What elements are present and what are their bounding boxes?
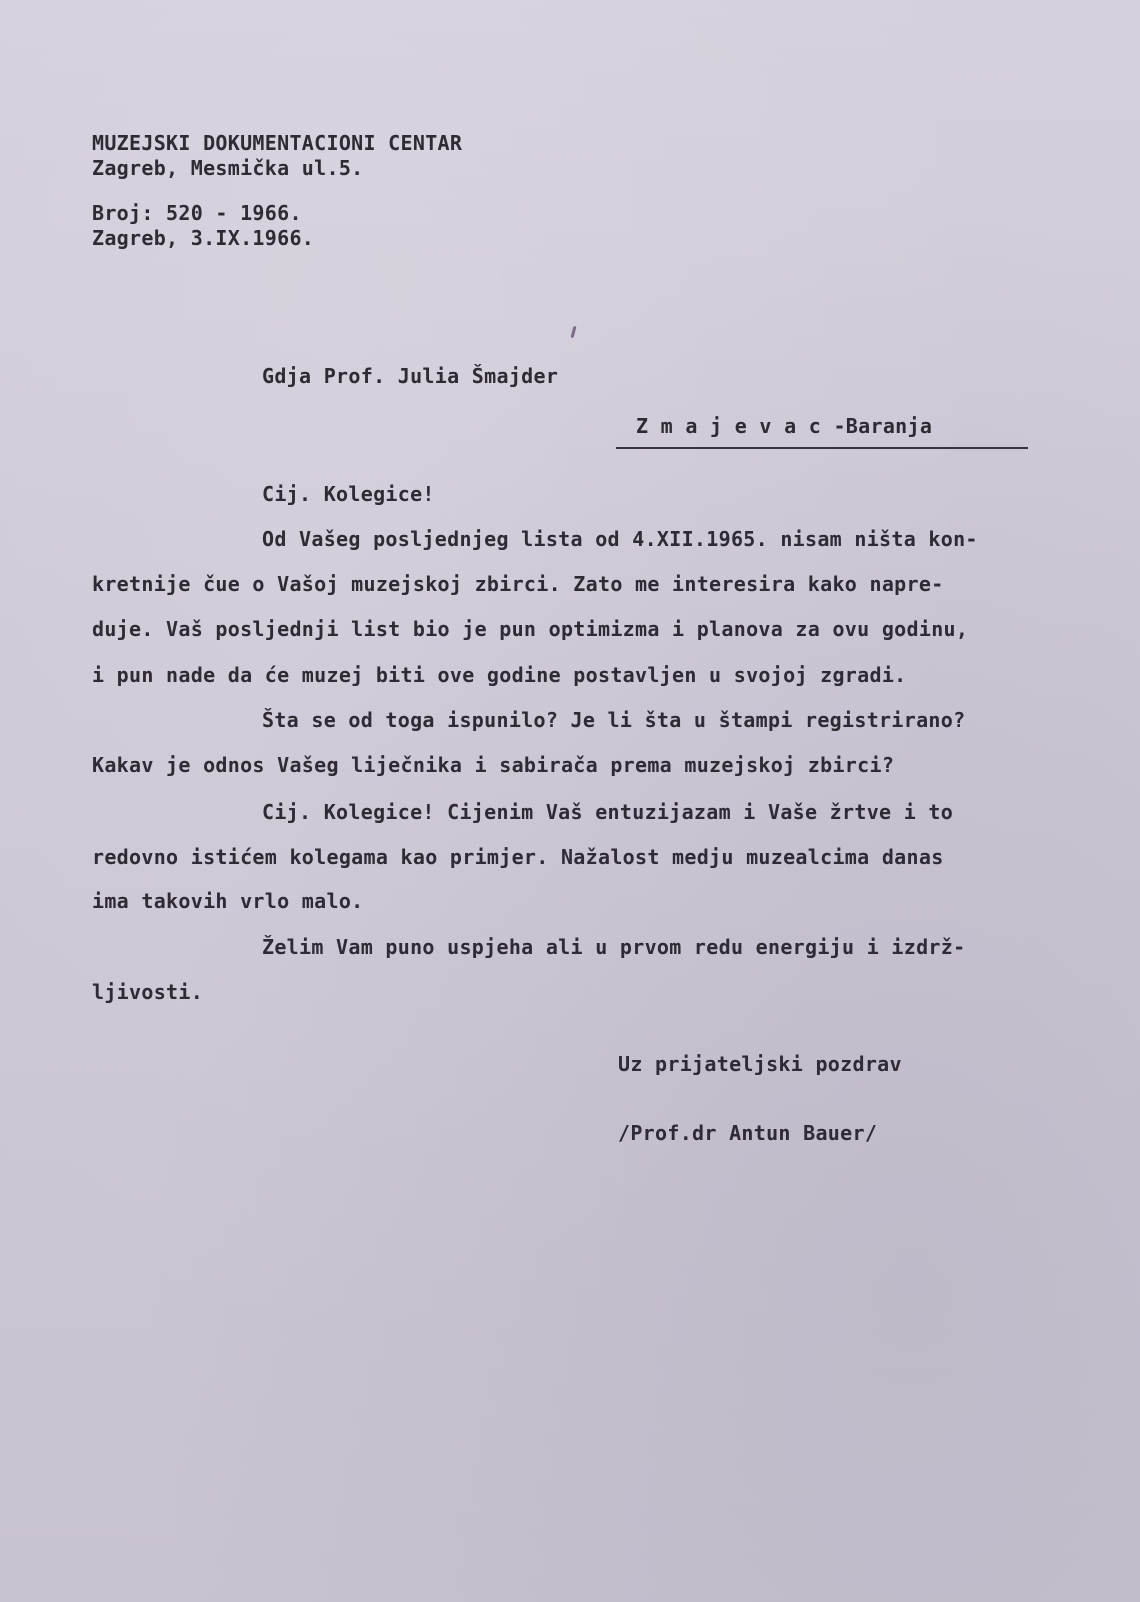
body-line: Cij. Kolegice! Cijenim Vaš entuzijazam i Vaše žrtve i to [262, 800, 954, 824]
body-line: Šta se od toga ispunilo? Je li šta u štampi registrirano? [262, 708, 966, 732]
signature: /Prof.dr Antun Bauer/ [618, 1121, 878, 1145]
body-line: kretnije čue o Vašoj muzejskoj zbirci. Zato me interesira kako napre- [92, 572, 944, 596]
body-line: Od Vašeg posljednjeg lista od 4.XII.1965. nisam ništa kon- [262, 527, 978, 551]
closing-greeting: Uz prijateljski pozdrav [618, 1052, 902, 1076]
body-line: Kakav je odnos Vašeg liječnika i sabirača prema muzejskoj zbirci? [92, 753, 895, 777]
salutation: Cij. Kolegice! [262, 482, 435, 506]
body-line: ima takovih vrlo malo. [92, 889, 364, 913]
recipient-name: Gdja Prof. Julia Šmajder [262, 364, 559, 388]
letter-date: Zagreb, 3.IX.1966. [92, 226, 315, 250]
body-line: ljivosti. [92, 980, 204, 1004]
body-line: Želim Vam puno uspjeha ali u prvom redu energiju i izdrž- [262, 935, 966, 959]
letterhead-org: MUZEJSKI DOKUMENTACIONI CENTAR [92, 131, 463, 155]
letterhead-address: Zagreb, Mesmička ul.5. [92, 156, 364, 180]
reference-number: Broj: 520 - 1966. [92, 201, 302, 225]
ink-speck [570, 326, 576, 338]
recipient-place: Z m a j e v a c -Baranja [636, 414, 933, 438]
body-line: i pun nade da će muzej biti ove godine postavljen u svojoj zgradi. [92, 663, 907, 687]
body-line: redovno istićem kolegama kao primjer. Nažalost medju muzealcima danas [92, 845, 944, 869]
body-line: duje. Vaš posljednji list bio je pun optimizma i planova za ovu godinu, [92, 617, 969, 641]
place-underline [616, 447, 1028, 449]
